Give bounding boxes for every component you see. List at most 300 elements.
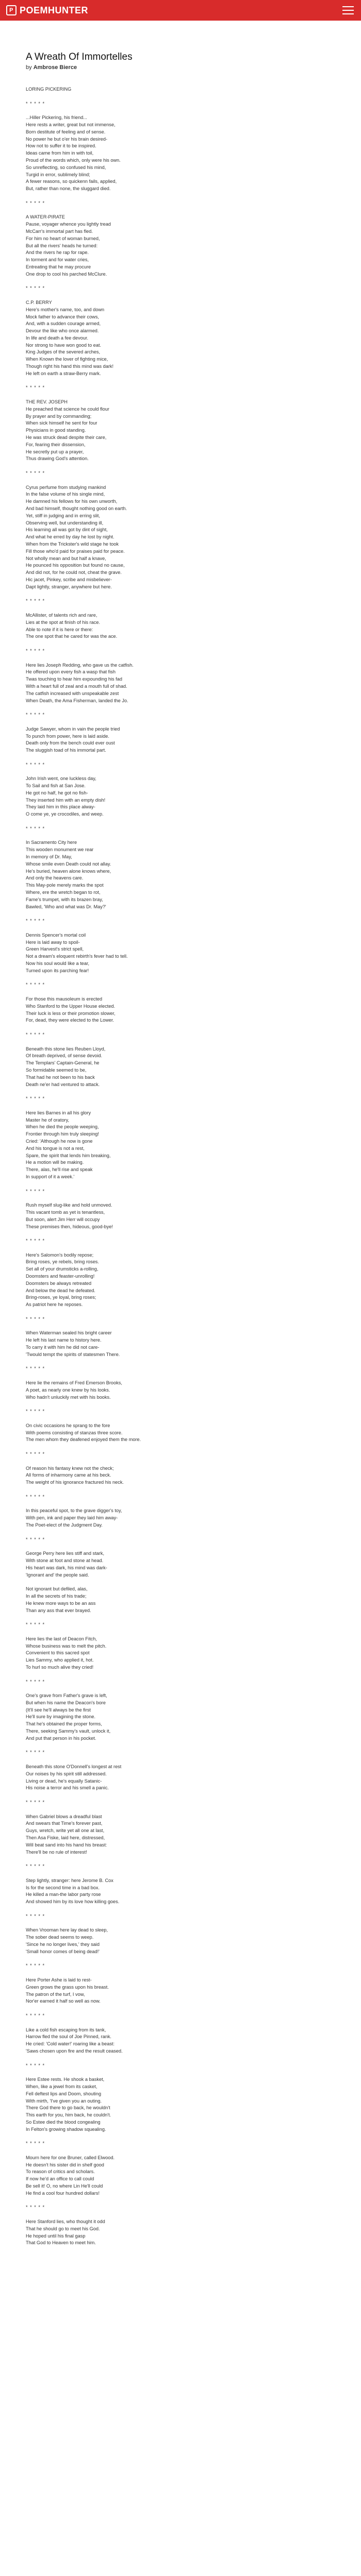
poem-line: A poet, as nearly one knew by his looks. <box>26 1387 110 1393</box>
poem-line: A WATER-PIRATE <box>26 214 65 220</box>
poem-line: And only the heavens care. <box>26 875 84 881</box>
poem-line: C.P. BERRY <box>26 299 52 305</box>
poem-line: When Waterman sealed his bright career <box>26 1330 112 1336</box>
poem-line: The one spot that he cared for was the ace. <box>26 634 118 639</box>
stanza <box>26 1692 335 1742</box>
poem-line: Though right his hand this mind was dark! <box>26 364 114 369</box>
separator-stars: * * * * * <box>26 648 45 653</box>
poem-line: For, dead, they were elected to the Lower. <box>26 1018 114 1023</box>
poem-line: He secretly put up a prayer, <box>26 449 84 454</box>
poem-line: In all the secrets of his trade; <box>26 1593 87 1599</box>
poem-line: He knew more ways to be an ass <box>26 1600 96 1606</box>
poem-line: LORING PICKERING <box>26 87 72 92</box>
stanza-separator <box>26 598 335 605</box>
poem-line: The patron of the turf, I vow, <box>26 1991 85 1997</box>
stanza-separator <box>26 1188 335 1195</box>
poem-line: (It'll see he'll always be the first <box>26 1707 91 1713</box>
poem-line: These premises then, hideous, good-bye! <box>26 1224 113 1229</box>
poem-line: Step lightly, stranger: here Jerome B. Cox <box>26 1877 113 1883</box>
stanza-separator <box>26 1494 335 1501</box>
stanza-separator <box>26 1679 335 1686</box>
poem-line: Dennis Spencer's mortal coil <box>26 932 86 938</box>
poem-line: He offered upon every fish a wasp that fish <box>26 669 116 675</box>
poem-line: Our noises by his spirit still addressed. <box>26 1771 107 1776</box>
poem-line: There, seeking Sammy's vault, unlock it, <box>26 1728 111 1734</box>
poem-line: How not to suffer it to be inspired. <box>26 143 96 149</box>
poem-line: Here is laid away to spoil- <box>26 939 80 945</box>
stanza <box>26 612 335 640</box>
stanza-separator <box>26 2012 335 2020</box>
poem-line: And did not, for he could not, cheat the grave. <box>26 570 122 575</box>
poem-line: His noise a terror and his smell a panic. <box>26 1785 109 1791</box>
stanza <box>26 299 335 378</box>
poem-line: That God to Heaven to meet him. <box>26 2240 96 2246</box>
poem-line: His heart was dark, his mind was dark- <box>26 1565 107 1570</box>
poem-line: Pause, voyager whence you lightly tread <box>26 222 111 227</box>
poem-line <box>26 1579 335 1586</box>
separator-stars: * * * * * <box>26 2062 45 2068</box>
poem-line: Here lies the last of Deacon Fitch, <box>26 1636 97 1641</box>
poem-line: Nor strong to have won good to eat. <box>26 342 102 348</box>
poem-line: Master he of oratory, <box>26 1117 70 1123</box>
poem-line: When, like a jewel from its casket, <box>26 2083 97 2089</box>
stanza-separator <box>26 918 335 925</box>
poem-line: Fell deftest lips and Doom, shouting <box>26 2091 102 2096</box>
poem-line: That he's obtained the proper forms, <box>26 1721 102 1727</box>
poem-line: Here Estee rests. He shook a basket, <box>26 2077 105 2082</box>
poem-line: McCarr's immortal part has fled. <box>26 228 93 234</box>
poem-line: In this peaceful spot, to the grave digger's toy, <box>26 1508 122 1514</box>
stanza <box>26 1507 335 1529</box>
poem-line: Rush myself slug-like and hold unmoved. <box>26 1202 112 1208</box>
stanza <box>26 1046 335 1089</box>
poem-line: Who hadn't unluckily met with his books. <box>26 1394 111 1400</box>
poem-line: He cried: 'Cold water!' roaring like a beast: <box>26 2041 115 2047</box>
stanza <box>26 2076 335 2133</box>
poem-line: 'Twould tempt the spirits of statesmen There. <box>26 1351 120 1357</box>
separator-stars: * * * * * <box>26 918 45 924</box>
poem-line: The Poet-elect of the Judgment Day. <box>26 1522 103 1528</box>
stanza <box>26 214 335 278</box>
poem-line: Green Harvest's strict spell, <box>26 946 84 952</box>
poem-line: Bawled, 'Who and what was Dr. May?' <box>26 904 106 909</box>
poem-line: King Judges of the severed arches, <box>26 349 101 355</box>
poem-line: Physicians in good standing. <box>26 428 86 433</box>
stanza <box>26 1550 335 1614</box>
stanza <box>26 839 335 910</box>
poem-line: He hoped until his final gasp <box>26 2233 86 2239</box>
poem-line: But all the rivers' heads he turned: <box>26 243 98 248</box>
poem-line: Is for the second time in a bad box. <box>26 1885 100 1890</box>
poem-line: So unreflecting, so confused his mind, <box>26 164 106 170</box>
poem-line: Cried: 'Although he now is gone <box>26 1138 93 1144</box>
poem-line: And what he erred by day he lost by night. <box>26 534 114 540</box>
poem-line: Here Porter Ashe is laid to rest- <box>26 1977 92 1982</box>
stanza-separator <box>26 470 335 477</box>
poem-line: Here Stanford lies, who thought it odd <box>26 2219 105 2225</box>
stanza-separator <box>26 1799 335 1806</box>
poem-line: Proud of the words which, only were his own. <box>26 157 121 163</box>
poem-line: Set all of your drumsticks a-rolling, <box>26 1266 99 1272</box>
poem-line: Thus drawing God's attention. <box>26 456 89 462</box>
poem-line: And, with a sudden courage armed, <box>26 321 101 327</box>
stanza <box>26 775 335 818</box>
stanza-separator <box>26 1316 335 1323</box>
poem-line: Cyrus perfume from studying mankind <box>26 484 106 490</box>
separator-stars: * * * * * <box>26 1913 45 1919</box>
stanza <box>26 1814 335 1856</box>
poem-line: Living or dead, he's equally Satanic- <box>26 1778 102 1784</box>
site-logo[interactable] <box>6 5 88 16</box>
poem-line: Hic jacet, Pinkey, scribe and misbeliever- <box>26 577 112 582</box>
poem-line: As patriot here he reposes. <box>26 1302 83 1308</box>
poem-article <box>26 52 335 2254</box>
poem-line: Whose business was to melt the pitch. <box>26 1643 107 1649</box>
poem-line: Of breath deprived, of sense devoid. <box>26 1053 103 1059</box>
poem-line: Fame's trumpet, with its brazen bray, <box>26 896 103 902</box>
poem-line: There God there to go back, he wouldn't <box>26 2105 110 2111</box>
stanza-separator <box>26 648 335 655</box>
poem-line: Turned upon its parching fear! <box>26 968 89 973</box>
poem-line: Bring-roses, ye loyal, bring roses; <box>26 1295 96 1300</box>
stanza <box>26 86 335 93</box>
poem-line: Like a cold fish escaping from its tank, <box>26 2027 106 2032</box>
poem-line: They inserted him with an empty dish! <box>26 797 106 803</box>
poem-line: Here lie the remains of Fred Emerson Brooks, <box>26 1380 122 1386</box>
separator-stars: * * * * * <box>26 982 45 988</box>
poem-line: In support of it a week.' <box>26 1174 75 1179</box>
stanza <box>26 2027 335 2055</box>
stanza <box>26 1330 335 1358</box>
poem-line: In life and death a fee devour. <box>26 335 89 341</box>
poem-line: And showed him by its love how killing goes. <box>26 1899 120 1905</box>
poem-line: When Vrooman here lay dead to sleep, <box>26 1927 108 1933</box>
stanza <box>26 1465 335 1486</box>
poem-line: There, alas, he'll rise and speak <box>26 1167 93 1173</box>
stanza-separator <box>26 1962 335 1970</box>
separator-stars: * * * * * <box>26 385 45 391</box>
poem-line: One's grave from Father's grave is left, <box>26 1693 107 1699</box>
poem-line: Where, ere the wretch began to rot, <box>26 890 101 895</box>
poem-line: With mirth, 'I've given you an outing. <box>26 2098 102 2104</box>
poem-line: If now he'd an office to call could <box>26 2176 94 2182</box>
poem-line: He killed a man-the labor party rose <box>26 1892 101 1897</box>
stanza-separator <box>26 1408 335 1415</box>
poem-line: Death only from the bench could ever oust <box>26 740 115 746</box>
poem-line: Beneath this stone O'Donnell's longest at rest <box>26 1764 122 1770</box>
poem-line: They laid him in this place alway- <box>26 804 95 810</box>
poem-line: And below the dead he defeated. <box>26 1287 95 1293</box>
poem-line: To hurl so much alive they cried! <box>26 1664 94 1670</box>
poem-line: Dapt lightly, stranger, anywhere but here. <box>26 584 112 589</box>
stanza-separator <box>26 2062 335 2070</box>
poem-line: And his tongue is not a rest, <box>26 1145 85 1151</box>
poem-line: Able to note if it is here or there: <box>26 626 93 632</box>
separator-stars: * * * * * <box>26 761 45 767</box>
separator-stars: * * * * * <box>26 1863 45 1869</box>
stanza-separator <box>26 1365 335 1372</box>
poem-line: This earth for you, him back, he couldn't. <box>26 2112 111 2118</box>
stanza-separator <box>26 2204 335 2211</box>
poem-line: Mock father to advance their cows, <box>26 314 99 319</box>
stanza-separator <box>26 711 335 719</box>
poem-line: All forms of inharmony came at his beck. <box>26 1472 111 1478</box>
poem-line: In the false volume of his single mind, <box>26 492 105 497</box>
poem-line: Not a dream's eloquent rebirth's fever had to tell. <box>26 954 128 959</box>
separator-stars: * * * * * <box>26 1800 45 1805</box>
poem-line: Harrow fled the soul of Joe Pinned, rank. <box>26 2034 111 2040</box>
separator-stars: * * * * * <box>26 825 45 831</box>
poem-line: Here lies Barnes in all his glory <box>26 1110 91 1115</box>
stanza <box>26 2155 335 2197</box>
poem-line: This May-pole merely marks the spot <box>26 883 104 888</box>
poem-line: ...Hiller Pickering, his friend... <box>26 115 87 121</box>
poem-line: The men whom they deafened enjoyed them the more. <box>26 1437 141 1443</box>
poem-line: Here lies Joseph Redding, who gave us the catfish. <box>26 662 134 668</box>
poem-line: Doomsters be always retreated <box>26 1280 92 1286</box>
poem-line: When sick himself he sent for four <box>26 420 97 426</box>
poem-line: Frontier through him truly sleeping! <box>26 1131 99 1137</box>
poem-line: On civic occasions he sprang to the fore <box>26 1422 110 1428</box>
poem-line: But, rather than none, the sluggard died. <box>26 186 111 192</box>
stanza-separator <box>26 1451 335 1458</box>
poem-line: Than any ass that ever brayed. <box>26 1607 91 1613</box>
separator-stars: * * * * * <box>26 2205 45 2210</box>
poem-line: The sluggish toad of his immortal part. <box>26 748 106 753</box>
poem-line: And put that person in his pocket. <box>26 1735 96 1741</box>
poem-line: But when his name the Deacon's bore <box>26 1700 106 1705</box>
stanza-separator <box>26 2140 335 2147</box>
separator-stars: * * * * * <box>26 712 45 718</box>
separator-stars: * * * * * <box>26 598 45 604</box>
stanza-separator <box>26 200 335 207</box>
poem-line: So formidable seemed to be, <box>26 1067 87 1073</box>
poem-line: And swears that Time's forever past, <box>26 1821 103 1826</box>
poem-line: To Sail and fish at San Jose. <box>26 783 86 789</box>
separator-stars: * * * * * <box>26 1366 45 1371</box>
poem-line: Their luck is less or their promotion slower, <box>26 1010 116 1016</box>
stanza-separator <box>26 1749 335 1756</box>
poem-line: Death ne'er had ventured to attack. <box>26 1081 100 1087</box>
poem-line: With a heart full of zeal and a mouth full of shad. <box>26 683 127 689</box>
poem-line: Convenient to this sacred spot <box>26 1650 90 1656</box>
poem-line: He damned his fellows for his own unworth, <box>26 499 118 504</box>
stanza <box>26 1110 335 1181</box>
separator-stars: * * * * * <box>26 285 45 291</box>
poem-line: The sober dead seems to weep. <box>26 1935 94 1940</box>
stanza-separator <box>26 1621 335 1629</box>
stanza <box>26 1877 335 1906</box>
separator-stars: * * * * * <box>26 2141 45 2146</box>
stanza-separator <box>26 1095 335 1103</box>
poem-body <box>26 86 335 2247</box>
stanza-separator <box>26 1536 335 1544</box>
poem-line: Entreating that he may procure <box>26 264 91 269</box>
poem-line: Green grows the grass upon his breast. <box>26 1984 109 1990</box>
poem-line: One drop to cool his parched McClure. <box>26 271 107 277</box>
separator-stars: * * * * * <box>26 1238 45 1244</box>
site-logo-text: POEMHUNTER <box>20 5 89 15</box>
poem-line: When Gabriel blows a dreadful blast <box>26 1814 102 1819</box>
poem-line: That he should go to meet his God. <box>26 2226 100 2231</box>
poem-line: For him no heart of woman burned, <box>26 235 100 241</box>
stanza-separator <box>26 100 335 108</box>
site-header <box>0 0 361 21</box>
byline-prefix: by <box>26 64 32 71</box>
poem-line: Spare, the spirit that lends him breaking, <box>26 1153 111 1158</box>
poem-line: The catfish increased with unspeakable zest <box>26 690 119 696</box>
poemhunter-logo-icon: P <box>6 5 17 15</box>
stanza-separator <box>26 1913 335 1920</box>
poem-line: THE REV. JOSEPH <box>26 399 68 405</box>
poem-line: Be sell it! O, no where Lin He'll could <box>26 2183 103 2189</box>
poem-line: In torment and for water cries, <box>26 257 89 263</box>
poem-line: A fewer reasons, so quickenn fails, applied, <box>26 179 117 184</box>
stanza-separator <box>26 1863 335 1870</box>
separator-stars: * * * * * <box>26 470 45 476</box>
separator-stars: * * * * * <box>26 1750 45 1755</box>
author-link[interactable]: Ambrose Bierce <box>33 64 77 71</box>
poem-line: When Known the lover of fighting mice, <box>26 357 108 362</box>
stanza-separator <box>26 1031 335 1039</box>
poem-byline <box>26 64 335 71</box>
separator-stars: * * * * * <box>26 200 45 206</box>
poem-line: Guys, wretch, write yet all one at last, <box>26 1828 105 1834</box>
poem-line: He left his last name to history here. <box>26 1337 102 1343</box>
separator-stars: * * * * * <box>26 2012 45 2018</box>
poem-line: 'Saws chosen upon fire and the result ceased. <box>26 2048 123 2054</box>
separator-stars: * * * * * <box>26 1031 45 1037</box>
poem-line: Twas touching to hear him expounding his fad <box>26 676 122 682</box>
poem-line: Not wholly mean and but half a knave, <box>26 555 106 561</box>
poem-line: To punch from power, here is laid aside. <box>26 733 109 739</box>
poem-line: And the rivers he rap for rape. <box>26 250 89 256</box>
stanza <box>26 2218 335 2247</box>
stanza <box>26 1927 335 1955</box>
poem-line: Nor'er earned it half so well as now. <box>26 1998 101 2004</box>
poem-line: He's buried, heaven alone knows where, <box>26 868 111 874</box>
poem-line: He find a cool four hundred dollars! <box>26 2190 100 2196</box>
poem-line: No power he but o'er his brain desired- <box>26 136 108 142</box>
stanza-separator <box>26 981 335 989</box>
separator-stars: * * * * * <box>26 1096 45 1101</box>
poem-line: When from the Trickster's wild stage he took <box>26 541 119 547</box>
stanza <box>26 1422 335 1444</box>
poem-line: To reason of critics and scholars. <box>26 2169 95 2175</box>
stanza-separator <box>26 285 335 292</box>
poem-line: Born destitute of feeling and of sense. <box>26 129 106 134</box>
stanza <box>26 114 335 193</box>
poem-line: And bad himself, thought nothing good on earth. <box>26 506 127 512</box>
poem-line: In Sacramento City here <box>26 840 77 845</box>
poem-line: He was struck dead despite their care, <box>26 435 107 440</box>
poem-line: Doomsters and feaster-unrolling! <box>26 1274 95 1279</box>
poem-line: George Perry here lies stiff and stark, <box>26 1551 105 1556</box>
stanza <box>26 399 335 463</box>
stanza <box>26 662 335 705</box>
poem-line: He doesn't his sister did in shelf good <box>26 2162 104 2167</box>
poem-line: Not ignorant but defiled, alas, <box>26 1586 88 1592</box>
separator-stars: * * * * * <box>26 1494 45 1499</box>
poem-line: But soon, alert Jim Herr will occupy <box>26 1216 100 1222</box>
separator-stars: * * * * * <box>26 1409 45 1414</box>
stanza <box>26 1764 335 1792</box>
stanza-separator <box>26 1238 335 1245</box>
poem-line: There'll be no rule of interest! <box>26 1849 87 1855</box>
separator-stars: * * * * * <box>26 1679 45 1684</box>
poem-line: John Irish went, one luckless day, <box>26 776 96 782</box>
poem-title: A Wreath Of Immortelles <box>26 52 133 62</box>
stanza <box>26 1636 335 1671</box>
poem-line: Who Stanford to the Upper House elected. <box>26 1003 116 1009</box>
poem-line: With stone at foot and stone at head. <box>26 1557 104 1563</box>
poem-line: To carry it with him he did not care- <box>26 1345 100 1350</box>
poem-line: The weight of his ignorance fractured his neck. <box>26 1480 124 1485</box>
separator-stars: * * * * * <box>26 1188 45 1194</box>
poem-line: His learning all was got by dint of sight, <box>26 527 108 533</box>
stanza <box>26 726 335 754</box>
poem-line: For, fearing their dissension, <box>26 442 86 447</box>
separator-stars: * * * * * <box>26 1451 45 1456</box>
poem-line: He got no half, he got no fish- <box>26 790 88 795</box>
stanza <box>26 484 335 591</box>
poem-line: This vacant tomb as yet is tenantless, <box>26 1209 105 1215</box>
poem-line: Here rests a writer, great but not immense, <box>26 122 116 127</box>
stanza <box>26 1202 335 1230</box>
poem-line: Turgid in error, sublimely blind; <box>26 172 90 177</box>
poem-line: He a motion will be making. <box>26 1160 84 1165</box>
separator-stars: * * * * * <box>26 1622 45 1628</box>
poem-line: Mourn here for one Bruner, called Elwood. <box>26 2155 115 2160</box>
poem-line: The Templars' Captain-General, he <box>26 1060 100 1066</box>
stanza <box>26 996 335 1024</box>
separator-stars: * * * * * <box>26 1536 45 1542</box>
stanza-separator <box>26 384 335 392</box>
poem-line: Ideas came from him in with toil, <box>26 150 94 156</box>
separator-stars: * * * * * <box>26 1963 45 1969</box>
poem-line: For those this mausoleum is erected <box>26 996 103 1002</box>
poem-line: Fill those who'd paid for praises paid for peace. <box>26 548 125 554</box>
poem-line: Lies at the spot at finish of his race. <box>26 619 101 625</box>
poem-line: He left on earth a straw-Berry mark. <box>26 370 101 376</box>
poem-line: Observing well, but understanding ill, <box>26 520 104 526</box>
stanza <box>26 932 335 975</box>
poem-line: Judge Sawyer, whom in vain the people tried <box>26 726 120 732</box>
poem-line: Here's mother's name, too, and down <box>26 307 105 312</box>
poem-line: McAllister, of talents rich and rare, <box>26 612 97 618</box>
poem-line: He preached that science he could flour <box>26 406 109 412</box>
poem-line: Now his soul would like a tear, <box>26 961 90 967</box>
poem-line: When Death, the Ama Fisherman, landed the Jo. <box>26 698 128 703</box>
stanza <box>26 1977 335 2005</box>
stanza-separator <box>26 825 335 833</box>
poem-line: Then Asa Fiske, laid here, distressed, <box>26 1835 105 1841</box>
poem-line: He pounced his opposition but found no cause, <box>26 563 125 568</box>
poem-line: O come ye, ye crocodiles, and weep. <box>26 811 104 817</box>
poem-line: 'Ignorant and' the people said. <box>26 1572 89 1578</box>
menu-icon[interactable] <box>342 6 354 14</box>
stanza <box>26 1380 335 1401</box>
poem-line: That had he not been to his back <box>26 1074 95 1080</box>
separator-stars: * * * * * <box>26 100 45 106</box>
poem-line: This wooden monument we rear <box>26 847 94 853</box>
poem-line: He'll sure by imagining the stone. <box>26 1714 96 1720</box>
poem-line: 'Since he no longer lives,' they said <box>26 1941 100 1947</box>
separator-stars: * * * * * <box>26 1316 45 1321</box>
poem-line: Whose smile even Death could not allay. <box>26 861 111 867</box>
poem-line: Will beat sand into his hand his breast: <box>26 1842 107 1848</box>
poem-line: In Felton's growing shadow squealing. <box>26 2126 106 2132</box>
